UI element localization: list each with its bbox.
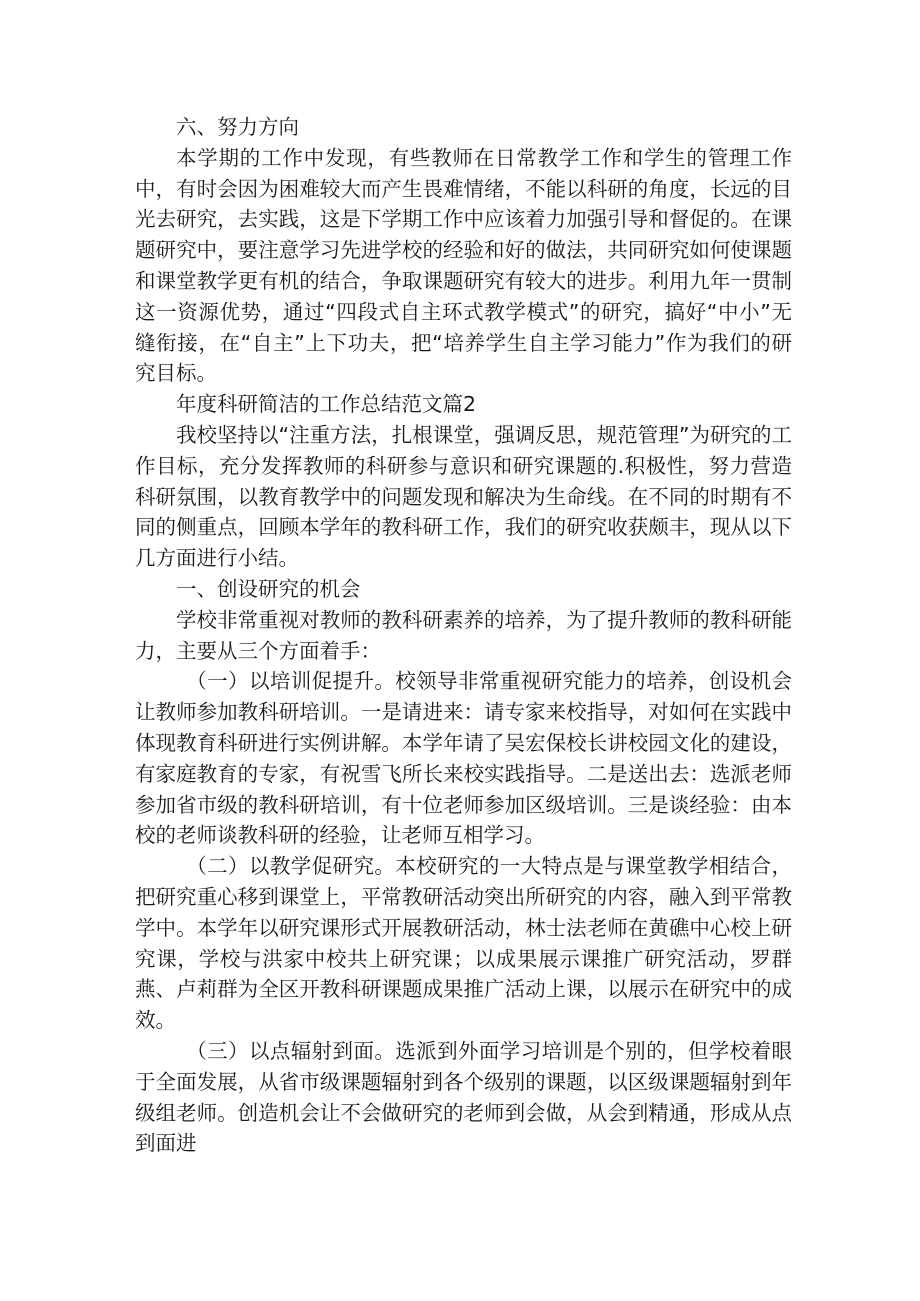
article-title: 年度科研简洁的工作总结范文篇2: [176, 392, 477, 417]
paragraph-teaching: （二）以教学促研究。本校研究的一大特点是与课堂教学相结合，把研究重心移到课堂上，平常教研活动突出所研究的内容，融入到平常教学中。本学年以研究课形式开展教研活动，林士法老师在黄礁中心校上研究课，学校与洪家中校共上研究课；以成果展示课推广研究活动，罗群燕、卢莉群为全区开教科研课题成果推广活动上课，以展示在研究中的成效。: [135, 854, 792, 1033]
paragraph-opportunity-intro: 学校非常重视对教师的教科研素养的培养，为了提升教师的教科研能力，主要从三个方面着手：: [135, 607, 792, 663]
paragraph-radiation: （三）以点辐射到面。选派到外面学习培训是个别的，但学校着眼于全面发展，从省市级课题辐射到各个级别的课题，以区级课题辐射到年级组老师。创造机会让不会做研究的老师到会做，从会到精通，形成从点到面进: [135, 1038, 792, 1156]
paragraph-direction-body: 本学期的工作中发现，有些教师在日常教学工作和学生的管理工作中，有时会因为困难较大而产生畏难情绪，不能以科研的角度，长远的目光去研究，去实践，这是下学期工作中应该着力加强引导和督促的。在课题研究中，要注意学习先进学校的经验和好的做法，共同研究如何使课题和课堂教学更有机的结合，争取课题研究有较大的进步。利用九年一贯制这一资源优势，通过“四段式自主环式教学模式”的研究，搞好“中小”无缝衔接，在“自主”上下功夫，把“培养学生自主学习能力”作为我们的研究目标。: [135, 145, 792, 386]
paragraph-intro: 我校坚持以“注重方法，扎根课堂，强调反思，规范管理”为研究的工作目标，充分发挥教师的科研参与意识和研究课题的.积极性，努力营造科研氛围，以教育教学中的问题发现和解决为生命线。在不同的时期有不同的侧重点，回顾本学年的教科研工作，我们的研究收获颇丰，现从以下几方面进行小结。: [135, 422, 792, 571]
paragraph-training: （一）以培训促提升。校领导非常重视研究能力的培养，创设机会让教师参加教科研培训。一是请进来：请专家来校指导，对如何在实践中体现教育科研进行实例讲解。本学年请了吴宏保校长讲校园文化的建设，有家庭教育的专家，有祝雪飞所长来校实践指导。二是送出去：选派老师参加省市级的教科研培训，有十位老师参加区级培训。三是谈经验：由本校的老师谈教科研的经验，让老师互相学习。: [135, 669, 792, 848]
section-heading-direction: 六、努力方向: [176, 115, 299, 139]
section-heading-opportunity: 一、创设研究的机会: [176, 576, 361, 601]
